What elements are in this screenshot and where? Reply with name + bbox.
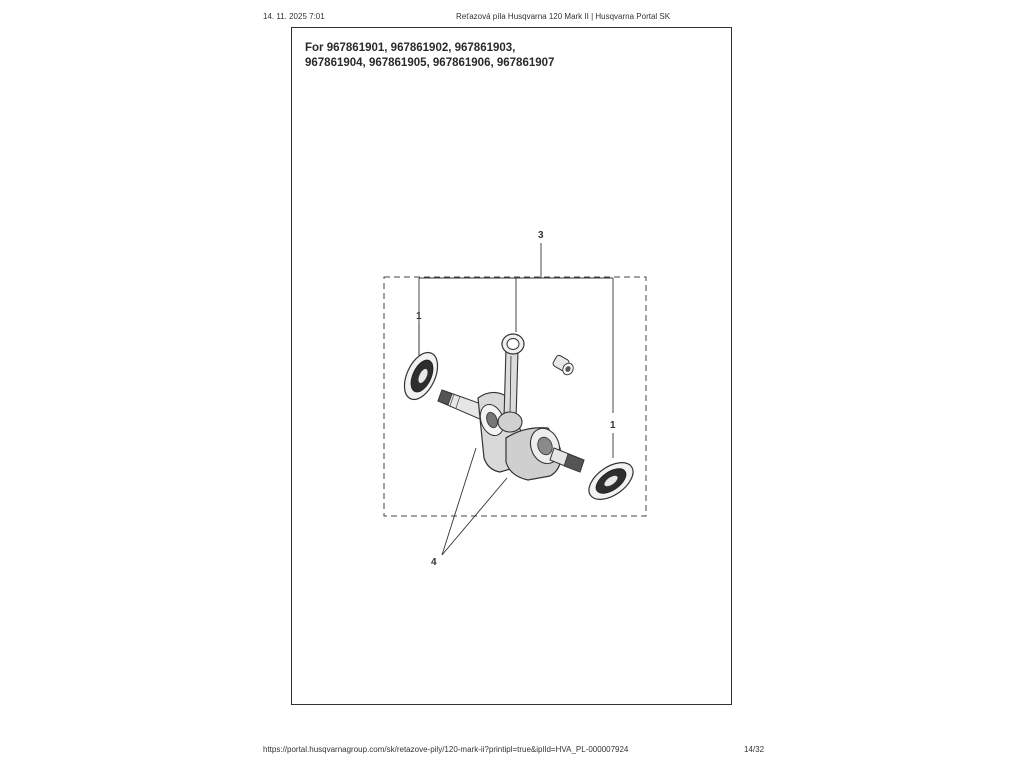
- oil-seal-left: [398, 347, 445, 404]
- callout-1-right: 1: [610, 420, 616, 431]
- callout-1-left: 1: [416, 311, 422, 322]
- model-numbers-line-1: For 967861901, 967861902, 967861903,: [305, 42, 516, 54]
- parts-diagram-page: [291, 27, 732, 705]
- callout-4: 4: [431, 557, 437, 568]
- print-page-title: Reťazová píla Husqvarna 120 Mark II | Husqvarna Portal SK: [456, 12, 671, 21]
- model-numbers-line-2: 967861904, 967861905, 967861906, 967861907: [305, 57, 555, 69]
- page-number: 14/32: [744, 745, 765, 754]
- crankshaft-exploded-diagram: [292, 28, 733, 706]
- needle-bearing: [552, 354, 575, 376]
- oil-seal-right: [582, 455, 639, 507]
- print-source-url: https://portal.husqvarnagroup.com/sk/retazove-pily/120-mark-ii?printipl=true&iplId=HVA_PL-000007924: [263, 745, 629, 754]
- callout-3: 3: [538, 230, 544, 241]
- print-date: 14. 11. 2025 7:01: [263, 12, 325, 21]
- connecting-rod: [498, 334, 524, 432]
